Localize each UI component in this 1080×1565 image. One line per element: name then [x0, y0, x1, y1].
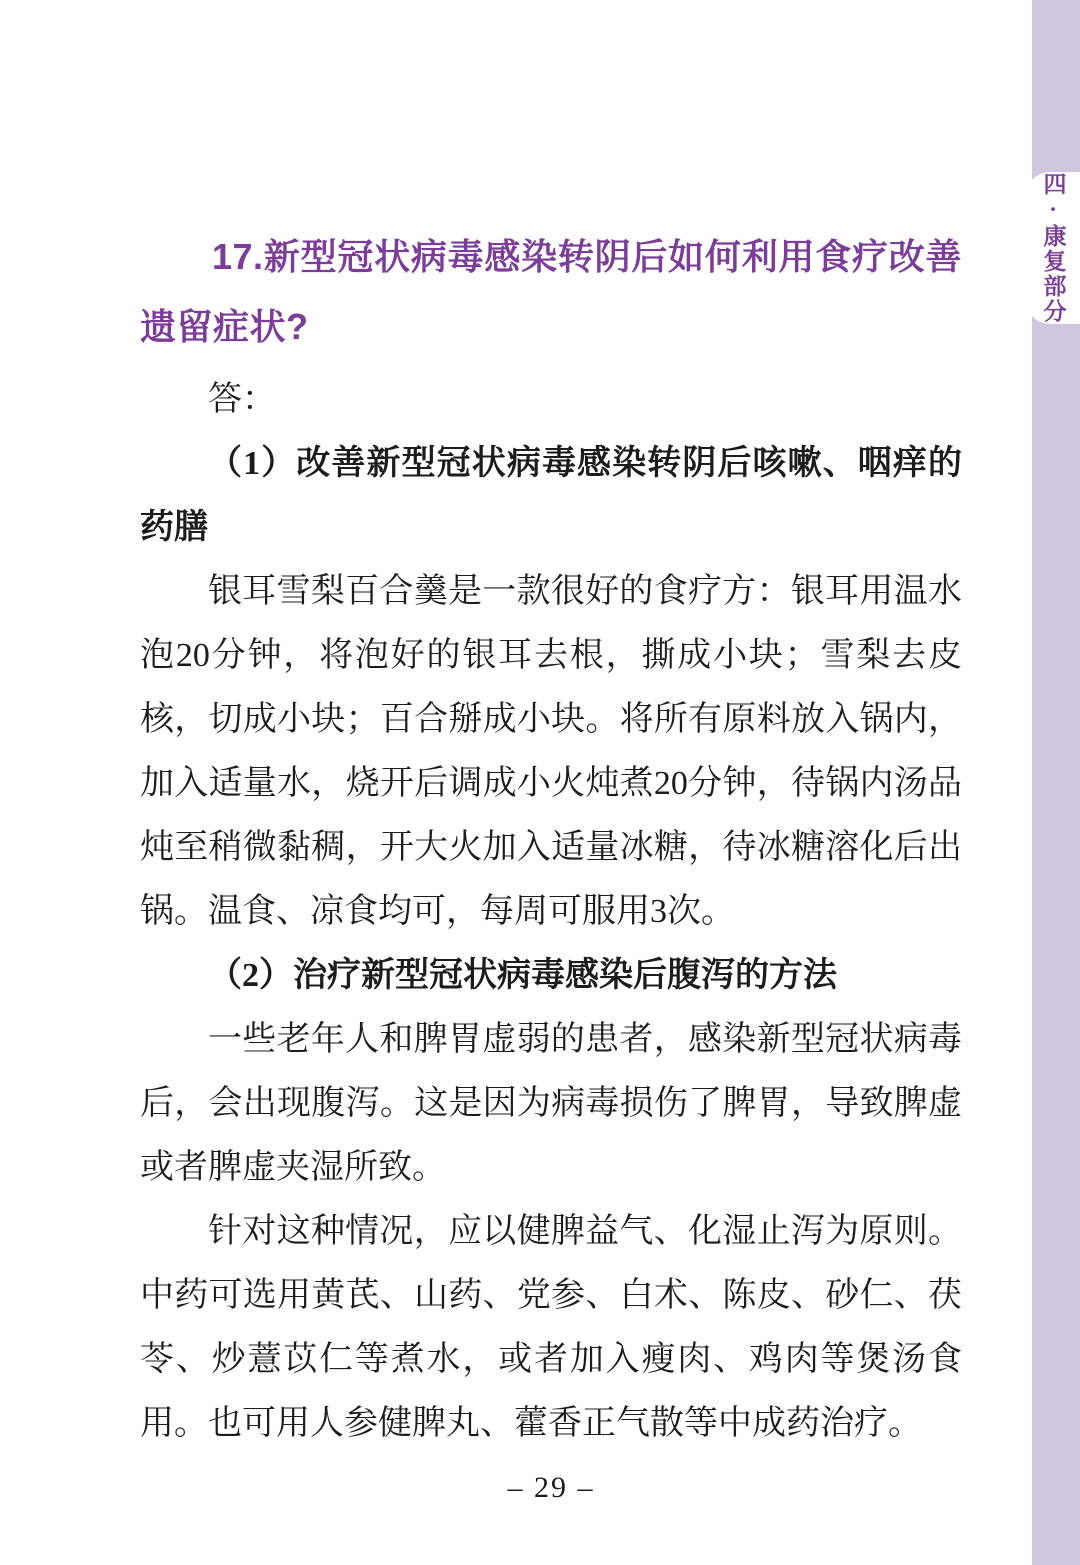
page-content — [140, 222, 962, 1506]
subsection-1-title: （1）改善新型冠状病毒感染转阴后咳嗽、咽痒的药膳 — [140, 445, 962, 546]
paragraph-recipe: 银耳雪梨百合羹是一款很好的食疗方：银耳用温水泡20分钟，将泡好的银耳去根，撕成小块；雪梨去皮核，切成小块；百合掰成小块。将所有原料放入锅内，加入适量水，烧开后调成小火炖煮20分钟，待锅内汤品炖至稍微黏稠，开大火加入适量冰糖，待冰糖溶化后出锅。温食、凉食均可，每周可服用3次。 — [140, 573, 962, 930]
paragraph-diarrhea-cause: 一些老年人和脾胃虚弱的患者，感染新型冠状病毒后，会出现腹泻。这是因为病毒损伤了脾胃，导致脾虚或者脾虚夹湿所致。 — [140, 1021, 962, 1186]
paragraph-diarrhea-treatment: 针对这种情况，应以健脾益气、化湿止泻为原则。中药可选用黄芪、山药、党参、白术、陈皮、砂仁、茯苓、炒薏苡仁等煮水，或者加入瘦肉、鸡肉等煲汤食用。也可用人参健脾丸、藿香正气散等中成药治疗。 — [140, 1213, 962, 1442]
chapter-tab[interactable] — [1026, 172, 1080, 324]
subsection-2-title: （2）治疗新型冠状病毒感染后腹泻的方法 — [208, 957, 837, 994]
page-number: – 29 – — [507, 1471, 595, 1504]
chapter-sidebar-strip — [1032, 0, 1080, 1565]
answer-label: 答： — [208, 381, 276, 418]
chapter-tab-label: 四·康复部分 — [1040, 172, 1066, 324]
question-heading: 17.新型冠状病毒感染转阴后如何利用食疗改善遗留症状? — [140, 236, 962, 347]
